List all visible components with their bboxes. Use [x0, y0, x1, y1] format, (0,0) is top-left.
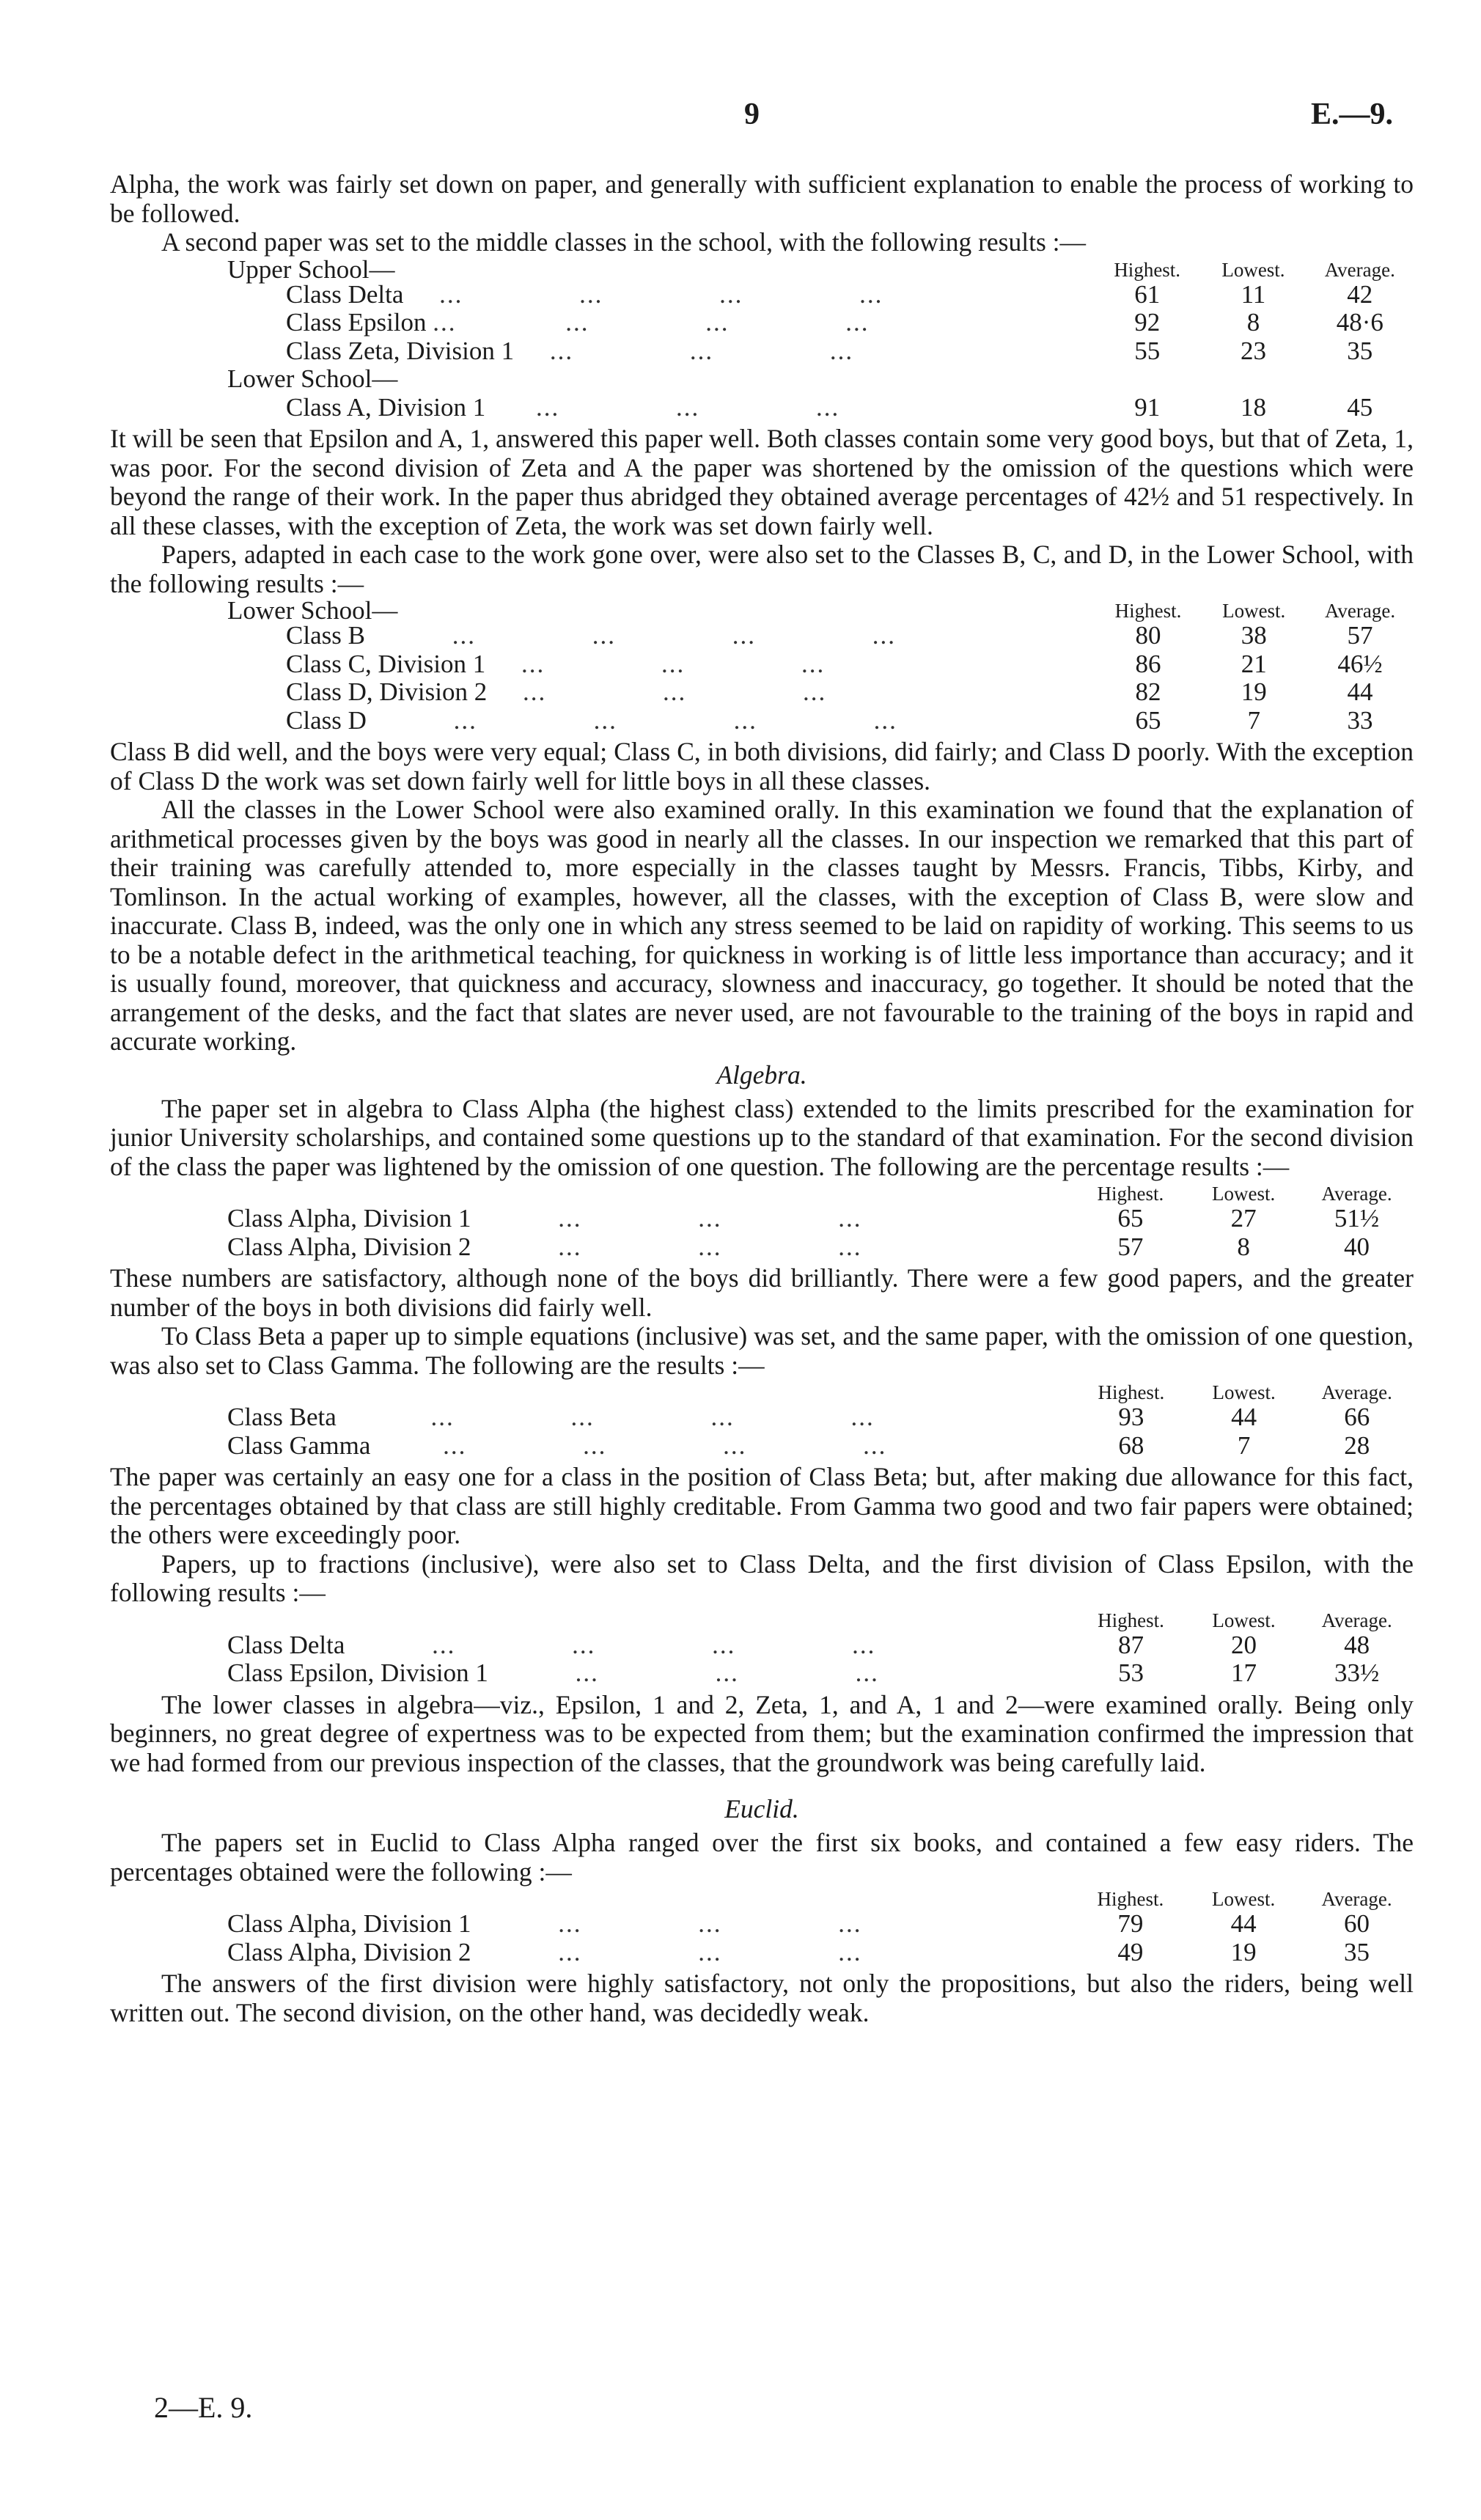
cell-lowest: 38: [1241, 621, 1267, 650]
table-row: Class D ... ... ... ... 65 7 33: [110, 707, 1414, 735]
paragraph: Papers, up to fractions (inclusive), were also set to Class Delta, and the first division of Class Epsilon, with the following results :—: [110, 1549, 1414, 1607]
column-header-lowest: Lowest.: [1212, 1381, 1276, 1403]
table-row: Class Beta ... ... ... ... 93 44 66: [110, 1403, 1414, 1432]
cell-average: 42: [1347, 279, 1373, 309]
column-header-average: Average.: [1321, 1183, 1392, 1205]
paragraph: These numbers are satisfactory, although none of the boys did brilliantly. There were a few good papers, and the greater number of the boys in both divisions did fairly well.: [110, 1263, 1414, 1322]
cell-average: 35: [1347, 336, 1373, 365]
table-row: Class Gamma ... ... ... ... 68 7 28: [110, 1432, 1414, 1461]
column-header-lowest: Lowest.: [1212, 1609, 1276, 1631]
table-row: Class Alpha, Division 1 ... ... ... 79 44 60: [110, 1910, 1414, 1939]
cell-lowest: 18: [1240, 392, 1266, 422]
row-label: Class Delta: [286, 279, 404, 309]
paragraph: Alpha, the work was fairly set down on paper, and generally with sufficient explanation to enable the process of working to be followed.: [110, 169, 1414, 228]
row-label: Class Alpha, Division 1: [227, 1204, 471, 1233]
table-row: Class Alpha, Division 1 ... ... ... 65 27 51½: [110, 1205, 1414, 1233]
results-table-lower-school: [110, 596, 1414, 735]
cell-average: 35: [1344, 1937, 1370, 1966]
cell-average: 66: [1344, 1403, 1370, 1431]
document-reference: E.—9.: [1311, 98, 1394, 131]
row-label: Class Alpha, Division 2: [227, 1232, 471, 1261]
cell-lowest: 8: [1237, 1232, 1250, 1261]
cell-highest: 65: [1135, 705, 1161, 735]
row-label: Class D: [286, 705, 367, 735]
cell-highest: 55: [1134, 336, 1161, 365]
cell-lowest: 44: [1231, 1403, 1257, 1431]
table-row: Class Epsilon, Division 1 ... ... ... 53 17 33½: [110, 1659, 1414, 1688]
cell-highest: 61: [1134, 279, 1161, 309]
cell-lowest: 17: [1230, 1658, 1257, 1687]
column-header-lowest: Lowest.: [1211, 1888, 1276, 1910]
table-row: Class Delta ... ... ... ... 87 20 48: [110, 1631, 1414, 1660]
cell-highest: 49: [1117, 1937, 1144, 1966]
table-row: Class C, Division 1 ... ... ... 86 21 46½: [110, 650, 1414, 679]
column-header-highest: Highest.: [1097, 1888, 1164, 1910]
table-row: Class Alpha, Division 2 ... ... ... 49 19 35: [110, 1939, 1414, 1967]
cell-lowest: 23: [1240, 336, 1266, 365]
results-table-algebra-delta-epsilon: [110, 1609, 1414, 1688]
cell-average: 51½: [1334, 1204, 1380, 1233]
paragraph: A second paper was set to the middle classes in the school, with the following results :—: [161, 227, 1087, 257]
cell-average: 48·6: [1336, 308, 1383, 337]
column-header-highest: Highest.: [1114, 258, 1181, 281]
paragraph: To Class Beta a paper up to simple equations (inclusive) was set, and the same paper, with the omission of one question, was also set to Class Gamma. The following are the results :—: [110, 1321, 1414, 1380]
results-table-euclid: [110, 1888, 1414, 1966]
cell-highest: 57: [1117, 1232, 1144, 1261]
cell-lowest: 44: [1230, 1909, 1257, 1938]
row-label: Class Delta: [227, 1630, 345, 1659]
cell-average: 46½: [1337, 649, 1383, 678]
table-row: Class B ... ... ... ... 80 38 57: [110, 622, 1414, 650]
cell-average: 40: [1344, 1232, 1370, 1261]
cell-average: 60: [1344, 1909, 1370, 1938]
cell-highest: 68: [1118, 1430, 1144, 1460]
cell-average: 28: [1344, 1430, 1370, 1460]
table-row: Class Epsilon ... ... ... ... 92 8 48·6: [110, 309, 1414, 337]
page-body: [110, 170, 1414, 2027]
cell-lowest: 19: [1241, 677, 1267, 706]
cell-highest: 82: [1135, 677, 1161, 706]
cell-lowest: 27: [1230, 1204, 1257, 1233]
row-label: Class Zeta, Division 1: [286, 336, 515, 365]
cell-average: 57: [1347, 621, 1373, 650]
cell-lowest: 11: [1241, 279, 1266, 309]
row-label: Class Beta: [227, 1403, 337, 1431]
group-label: Lower School—: [227, 364, 398, 393]
paragraph: Class B did well, and the boys were very equal; Class C, in both divisions, did fairly; and Class D poorly. With the exception of Class D the work was set down fairly well for little boys in all these classes.: [110, 737, 1414, 796]
column-header-average: Average.: [1321, 1888, 1392, 1910]
column-header-highest: Highest.: [1098, 1609, 1164, 1631]
cell-lowest: 19: [1230, 1937, 1257, 1966]
table-row: Class Alpha, Division 2 ... ... ... 57 8 40: [110, 1233, 1414, 1262]
paragraph: The answers of the first division were highly satisfactory, not only the propositions, but also the riders, being well written out. The second division, on the other hand, was decidedly weak.: [110, 1969, 1414, 2027]
page-signature: 2—E. 9.: [154, 2391, 253, 2424]
column-header-highest: Highest.: [1114, 600, 1182, 622]
group-label: Lower School—: [227, 596, 398, 625]
column-header-lowest: Lowest.: [1211, 1183, 1276, 1205]
table-row: Class Delta ... ... ... ... 61 11 42: [110, 281, 1414, 309]
row-label: Class B: [286, 621, 365, 650]
cell-highest: 91: [1134, 392, 1161, 422]
column-header-average: Average.: [1324, 600, 1396, 622]
table-row: Class Zeta, Division 1 ... ... ... 55 23 35: [110, 337, 1414, 366]
row-label: Class Alpha, Division 1: [227, 1909, 471, 1938]
cell-lowest: 21: [1241, 649, 1267, 678]
cell-highest: 80: [1135, 621, 1161, 650]
column-header-lowest: Lowest.: [1221, 258, 1285, 281]
paragraph: The lower classes in algebra—viz., Epsilon, 1 and 2, Zeta, 1, and A, 1 and 2—were examined orally. Being only beginners, no great degree of expertness was to be expected from them; but the examination confirmed the impression that we had formed from our previous inspection of the classes, that the groundwork was being carefully laid.: [110, 1689, 1414, 1777]
row-label: Class C, Division 1: [286, 649, 486, 678]
cell-average: 48: [1344, 1630, 1370, 1659]
cell-highest: 92: [1134, 308, 1161, 337]
paragraph: All the classes in the Lower School were also examined orally. In this examination we found that the explanation of arithmetical processes given by the boys was good in nearly all the classes. In our inspection we remarked that this part of their training was carefully attended to, more especially in the classes taught by Messrs. Francis, Tibbs, Kirby, and Tomlinson. In the actual working of examples, however, all the classes, with the exception of Class B, were slow and inaccurate. Class B, indeed, was the only one in which any stress seemed to be laid on rapidity of working. This seems to us to be a notable defect in the arithmetical teaching, for quickness in working is of little less importance than accuracy; and it is usually found, moreover, that quickness and accuracy, slowness and inaccuracy, go together. It should be noted that the arrangement of the desks, and the fact that slates are never used, are not favourable to the training of the boys in rapid and accurate working.: [110, 795, 1414, 1056]
results-table-algebra-beta-gamma: [110, 1381, 1414, 1460]
cell-lowest: 20: [1230, 1630, 1257, 1659]
row-label: Class Alpha, Division 2: [227, 1937, 471, 1966]
row-label: Class Epsilon, Division 1: [227, 1658, 488, 1687]
results-table-algebra-alpha: [110, 1183, 1414, 1261]
page-number: 9: [744, 98, 760, 131]
cell-highest: 86: [1135, 649, 1161, 678]
paragraph: The papers set in Euclid to Class Alpha ranged over the first six books, and contained a few easy riders. The percentages obtained were the following :—: [110, 1828, 1414, 1887]
cell-average: 33: [1347, 705, 1373, 735]
table-row: [110, 365, 1414, 394]
paragraph: The paper was certainly an easy one for a class in the position of Class Beta; but, after making due allowance for this fact, the percentages obtained by that class are still highly creditable. From Gamma two good and two fair papers were obtained; the others were exceedingly poor.: [110, 1462, 1414, 1549]
table-row: Class D, Division 2 ... ... ... 82 19 44: [110, 678, 1414, 707]
section-heading-euclid: Euclid.: [724, 1794, 799, 1823]
paragraph: The paper set in algebra to Class Alpha (the highest class) extended to the limits prescribed for the examination for junior University scholarships, and contained some questions up to the standard of that examination. For the second division of the class the paper was lightened by the omission of one question. The following are the percentage results :—: [110, 1093, 1414, 1181]
cell-average: 33½: [1334, 1658, 1380, 1687]
column-header-average: Average.: [1321, 1609, 1392, 1631]
cell-lowest: 8: [1246, 308, 1260, 337]
cell-average: 44: [1347, 677, 1373, 706]
results-table-middle-classes: [110, 254, 1414, 422]
cell-highest: 65: [1117, 1204, 1144, 1233]
row-label: Class A, Division 1: [286, 392, 486, 422]
cell-highest: 53: [1118, 1658, 1144, 1687]
cell-highest: 87: [1118, 1630, 1144, 1659]
cell-average: 45: [1347, 392, 1373, 422]
row-label: Class Epsilon: [286, 308, 427, 337]
cell-highest: 79: [1117, 1909, 1144, 1938]
row-label: Class Gamma: [227, 1430, 371, 1460]
row-label: Class D, Division 2: [286, 677, 488, 706]
column-header-average: Average.: [1324, 258, 1395, 281]
group-label: Upper School—: [227, 254, 395, 284]
section-heading-algebra: Algebra.: [716, 1059, 807, 1090]
cell-highest: 93: [1118, 1403, 1144, 1431]
cell-lowest: 7: [1237, 1430, 1251, 1460]
column-header-average: Average.: [1321, 1381, 1392, 1403]
table-row: Class A, Division 1 ... ... ... 91 18 45: [110, 394, 1414, 422]
column-header-highest: Highest.: [1097, 1183, 1164, 1205]
cell-lowest: 7: [1247, 705, 1260, 735]
paragraph: It will be seen that Epsilon and A, 1, answered this paper well. Both classes contain some very good boys, but that of Zeta, 1, was poor. For the second division of Zeta and A the paper was shortened by the omission of the questions which were beyond the range of their work. In the paper thus abridged they obtained average percentages of 42½ and 51 respectively. In all these classes, with the exception of Zeta, the work was set down fairly well.: [110, 424, 1414, 540]
column-header-lowest: Lowest.: [1222, 600, 1286, 622]
column-header-highest: Highest.: [1098, 1381, 1165, 1403]
paragraph: Papers, adapted in each case to the work gone over, were also set to the Classes B, C, and D, in the Lower School, with the following results :—: [110, 540, 1414, 598]
